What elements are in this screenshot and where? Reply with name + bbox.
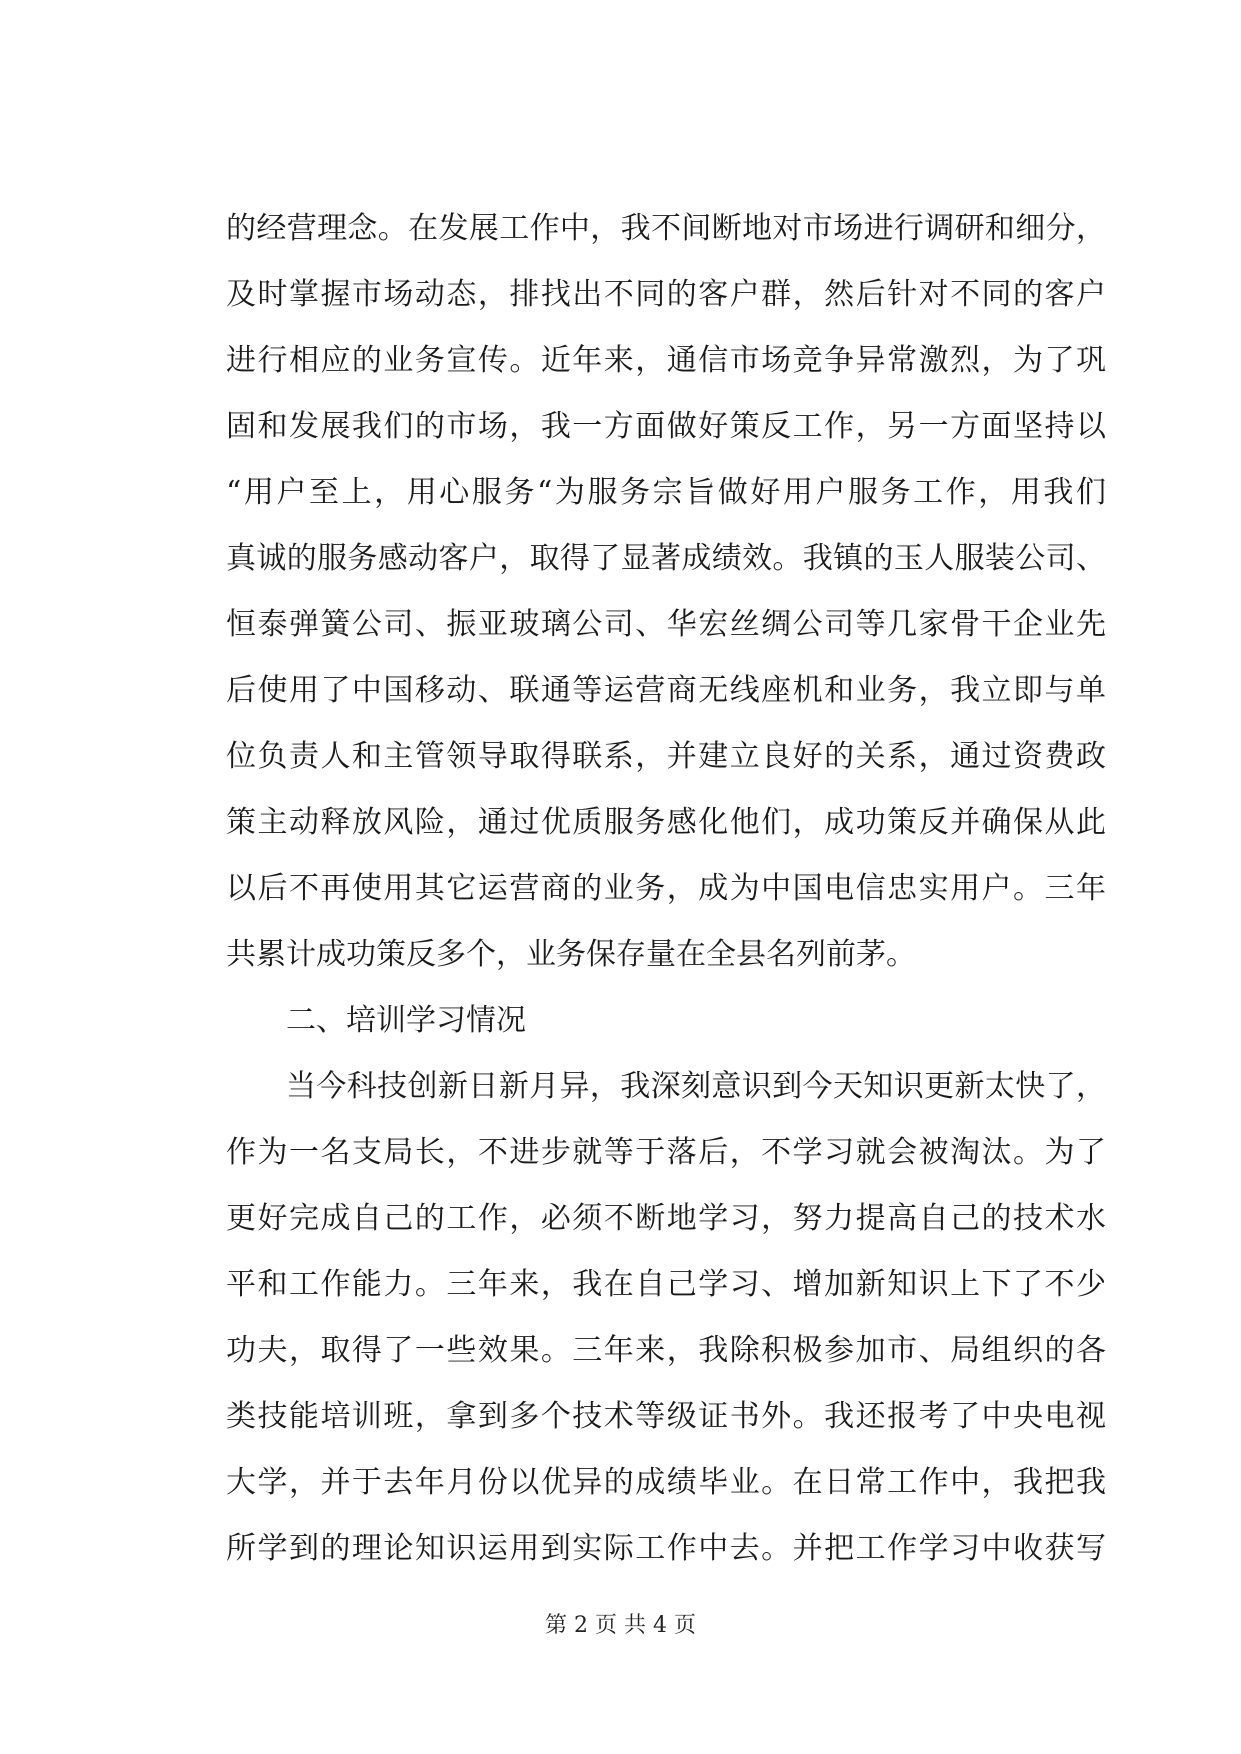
body-text [226,196,1106,1582]
text-line: 更好完成自己的工作，必须不断地学习，努力提高自己的技术水 [226,1201,1106,1236]
text-line: 类技能培训班，拿到多个技术等级证书外。我还报考了中央电视 [226,1399,1106,1434]
text-line: 共累计成功策反多个，业务保存量在全县名列前茅。 [226,937,916,972]
text-line: 以后不再使用其它运营商的业务，成为中国电信忠实用户。三年 [226,871,1106,906]
text-line: 进行相应的业务宣传。近年来，通信市场竞争异常激烈，为了巩 [226,343,1106,378]
text-line: 真诚的服务感动客户，取得了显著成绩效。我镇的玉人服装公司、 [226,541,1106,576]
text-line: 当今科技创新日新月异，我深刻意识到今天知识更新太快了， [286,1069,1106,1104]
section-heading: 二、培训学习情况 [286,1003,526,1038]
text-line: 固和发展我们的市场，我一方面做好策反工作，另一方面坚持以 [226,409,1106,444]
text-line: 恒泰弹簧公司、振亚玻璃公司、华宏丝绸公司等几家骨干企业先 [226,607,1106,642]
text-line: 位负责人和主管领导取得联系，并建立良好的关系，通过资费政 [226,739,1106,774]
page-number-footer: 第 2 页 共 4 页 [545,1613,696,1638]
text-line: 平和工作能力。三年来，我在自己学习、增加新知识上下了不少 [226,1267,1106,1302]
text-line: 作为一名支局长，不进步就等于落后，不学习就会被淘汰。为了 [226,1135,1106,1170]
text-line: 及时掌握市场动态，排找出不同的客户群，然后针对不同的客户 [226,277,1106,312]
text-line: 策主动释放风险，通过优质服务感化他们，成功策反并确保从此 [226,805,1106,840]
text-line: 后使用了中国移动、联通等运营商无线座机和业务，我立即与单 [226,673,1106,708]
text-line: 所学到的理论知识运用到实际工作中去。并把工作学习中收获写 [226,1531,1106,1566]
text-line: “用户至上，用心服务“为服务宗旨做好用户服务工作，用我们 [226,475,1106,510]
text-line: 大学，并于去年月份以优异的成绩毕业。在日常工作中，我把我 [226,1465,1106,1500]
text-line: 功夫，取得了一些效果。三年来，我除积极参加市、局组织的各 [226,1333,1106,1368]
text-line: 的经营理念。在发展工作中，我不间断地对市场进行调研和细分， [226,211,1106,246]
